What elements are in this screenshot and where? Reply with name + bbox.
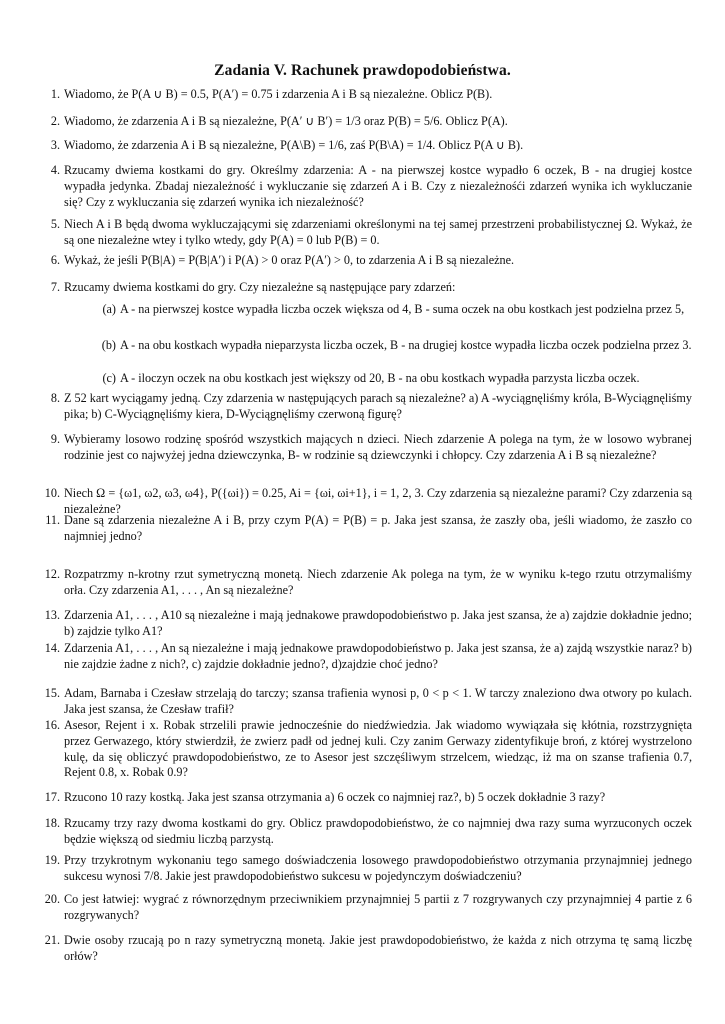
problem-item xyxy=(50,114,692,130)
problem-text: Przy trzykrotnym wykonaniu tego samego doświadczenia losowego prawdopodobieństwo otrzymania przynajmniej jednego sukcesu wynosi 7/8. Jakie jest prawdopodobieństwo sukcesu w pojedynczym doświadczeniu? xyxy=(64,853,692,883)
problem-text: Rozpatrzmy n-krotny rzut symetryczną monetą. Niech zdarzenie Ak polega na tym, że w wyniku k-tego rzutu otrzymaliśmy orła. Czy zdarzenia A1, . . . , An są niezależne? xyxy=(64,567,692,597)
problem-text: Rzucamy dwiema kostkami do gry. Określmy zdarzenia: A - na pierwszej kostce wypadło 6 oczek, B - na drugiej kostce wypadła jedynka. Zbadaj niezależność i wykluczanie się zdarzeń A i B. Czy z niezależnośći zdarzeń wynika ich wykluczanie się? Czy z wykluczania się zdarzeń wynika ich niezależność? xyxy=(64,163,692,209)
problem-item xyxy=(50,217,692,249)
problem-number: 21. xyxy=(44,933,60,947)
problem-item xyxy=(44,790,692,806)
problem-text: Wiadomo, że zdarzenia A i B są niezależne, P(A\B) = 1/6, zaś P(B\A) = 1/4. Oblicz P(A ∪ B). xyxy=(64,138,524,152)
problem-item xyxy=(45,513,692,545)
problem-text: Dwie osoby rzucają po n razy symetryczną monetą. Jakie jest prawdopodobieństwo, że każda z nich otrzyma tę samą liczbę orłów? xyxy=(64,933,692,963)
subproblem-label: (b) xyxy=(101,338,116,352)
subproblem-label: (c) xyxy=(102,371,116,385)
problem-text: Wybieramy losowo rodzinę spośród wszystkich mających n dzieci. Niech zdarzenie A polega na tym, że w losowo wybranej rodzinie jest co najwyżej jedna dziewczynka, B- w rodzinie są dziewczynki i chłopcy. Czy zdarzenia A i B są niezależne? xyxy=(64,432,692,462)
problem-number: 8. xyxy=(50,391,60,405)
problem-item xyxy=(44,608,692,640)
problem-text: Rzucamy dwiema kostkami do gry. Czy niezależne są następujące pary zdarzeń: xyxy=(64,280,456,294)
problem-number: 6. xyxy=(50,253,60,267)
problem-text: Adam, Barnaba i Czesław strzelają do tarczy; szansa trafienia wynosi p, 0 < p < 1. W tarczy znaleziono dwa otwory po kulach. Jaka jest szansa, że Czesław trafił? xyxy=(64,686,692,716)
page-title: Zadania V. Rachunek prawdopodobieństwa. xyxy=(214,62,511,79)
subproblem-text: A - na obu kostkach wypadła nieparzysta liczba oczek, B - na drugiej kostce wypadła liczba oczek podzielna przez 3. xyxy=(120,338,692,352)
problem-text: Rzucono 10 razy kostką. Jaka jest szansa otrzymania a) 6 oczek co najmniej raz?, b) 5 oczek dokładnie 3 razy? xyxy=(64,790,606,804)
problem-number: 13. xyxy=(44,608,60,622)
problem-text: Co jest łatwiej: wygrać z równorzędnym przeciwnikiem przynajmniej 5 partii z 7 rozgrywanych czy przynajmniej 4 partie z 6 rozgrywanych? xyxy=(64,892,692,922)
problem-number: 11. xyxy=(45,513,60,527)
problem-item xyxy=(50,87,692,103)
problem-number: 20. xyxy=(44,892,60,906)
problem-text: Dane są zdarzenia niezależne A i B, przy czym P(A) = P(B) = p. Jaka jest szansa, że zaszły oba, jeśli wiadomo, że zaszło co najmniej jedno? xyxy=(64,513,692,543)
problem-item xyxy=(44,686,692,718)
problem-item xyxy=(50,280,692,296)
problem-item xyxy=(44,933,692,965)
subproblem-item xyxy=(101,338,720,354)
problem-text: Rzucamy trzy razy dwoma kostkami do gry. Oblicz prawdopodobieństwo, że co najmniej dwa razy suma wyrzuconych oczek będzie większą od siedmiu liczbą parzystą. xyxy=(64,816,692,846)
subproblem-item xyxy=(102,371,720,387)
problem-number: 10. xyxy=(44,486,60,500)
problem-text: Wykaż, że jeśli P(B|A) = P(B|A′) i P(A) > 0 oraz P(A′) > 0, to zdarzenia A i B są niezależne. xyxy=(64,253,515,267)
problem-text: Wiadomo, że zdarzenia A i B są niezależne, P(A′ ∪ B′) = 1/3 oraz P(B) = 5/6. Oblicz P(A). xyxy=(64,114,508,128)
problem-text: Niech Ω = {ω1, ω2, ω3, ω4}, P({ωi}) = 0.25, Ai = {ωi, ωi+1}, i = 1, 2, 3. Czy zdarzenia są niezależne parami? Czy zdarzenia są niezależne? xyxy=(64,486,692,516)
problem-item xyxy=(44,816,692,848)
problem-item xyxy=(44,892,692,924)
subproblem-text: A - iloczyn oczek na obu kostkach jest większy od 20, B - na obu kostkach wypadła parzysta liczba oczek. xyxy=(120,371,640,385)
problem-text: Zdarzenia A1, . . . , An są niezależne i mają jednakowe prawdopodobieństwo p. Jaka jest szansa, że a) zajdą wszystkie naraz? b) nie zajdzie żadne z nich?, c) zajdzie dokładnie jedno?, d)zajdzie choć jedno? xyxy=(64,641,692,671)
subproblem-item xyxy=(102,302,720,318)
problem-number: 17. xyxy=(44,790,60,804)
problem-item xyxy=(50,138,692,154)
problem-number: 7. xyxy=(50,280,60,294)
problem-number: 1. xyxy=(50,87,60,101)
problem-number: 19. xyxy=(44,853,60,867)
problem-number: 15. xyxy=(44,686,60,700)
problem-item xyxy=(50,391,692,423)
problem-number: 4. xyxy=(50,163,60,177)
problem-text: Asesor, Rejent i x. Robak strzelili prawie jednocześnie do niedźwiedzia. Jak wiadomo wywiązała się kłótnia, rozstrzygnięta przez Gerwazego, który stwierdził, że zwierz padł od jednej kuli. Czy zanim Gerwazy zidentyfikuje broń, z której wystrzelono kulę, da się obliczyć prawdopodobieństwo, ze to Asesor jest szczęśliwym strzelcem, wiedząc, iż ma on szanse trafienia 0.7, Rejent 0.8, x. Robak 0.9? xyxy=(64,718,692,780)
problem-number: 12. xyxy=(44,567,60,581)
problem-text: Wiadomo, że P(A ∪ B) = 0.5, P(A′) = 0.75 i zdarzenia A i B są niezależne. Oblicz P(B). xyxy=(64,87,493,101)
problem-number: 16. xyxy=(44,718,60,732)
subproblem-label: (a) xyxy=(102,302,116,316)
problem-item xyxy=(44,853,692,885)
problem-text: Z 52 kart wyciągamy jedną. Czy zdarzenia w następujących parach są niezależne? a) A -wyciągnęliśmy króla, B-Wyciągnęliśmy pika; b) C-Wyciągnęliśmy kiera, D-Wyciągnęliśmy czerwoną figurę? xyxy=(64,391,692,421)
problem-number: 5. xyxy=(50,217,60,231)
problem-number: 18. xyxy=(44,816,60,830)
problem-number: 9. xyxy=(50,432,60,446)
problem-number: 14. xyxy=(44,641,60,655)
problem-text: Niech A i B będą dwoma wykluczającymi się zdarzeniami określonymi na tej samej przestrzeni probabilistycznej Ω. Wykaż, że są one niezależne wtey i tylko wtedy, gdy P(A) = 0 lub P(B) = 0. xyxy=(64,217,692,247)
problem-item xyxy=(50,432,692,464)
problem-text: Zdarzenia A1, . . . , A10 są niezależne i mają jednakowe prawdopodobieństwo p. Jaka jest szansa, że a) zajdzie dokładnie jedno; b) zajdzie tylko A1? xyxy=(64,608,692,638)
problem-item xyxy=(44,718,692,781)
subproblem-text: A - na pierwszej kostce wypadła liczba oczek większa od 4, B - suma oczek na obu kostkach jest podzielna przez 5, xyxy=(120,302,685,316)
problem-number: 2. xyxy=(50,114,60,128)
problem-number: 3. xyxy=(50,138,60,152)
problem-item xyxy=(44,641,692,673)
problem-item xyxy=(44,567,692,599)
problem-item xyxy=(50,163,692,210)
problem-item xyxy=(50,253,692,269)
